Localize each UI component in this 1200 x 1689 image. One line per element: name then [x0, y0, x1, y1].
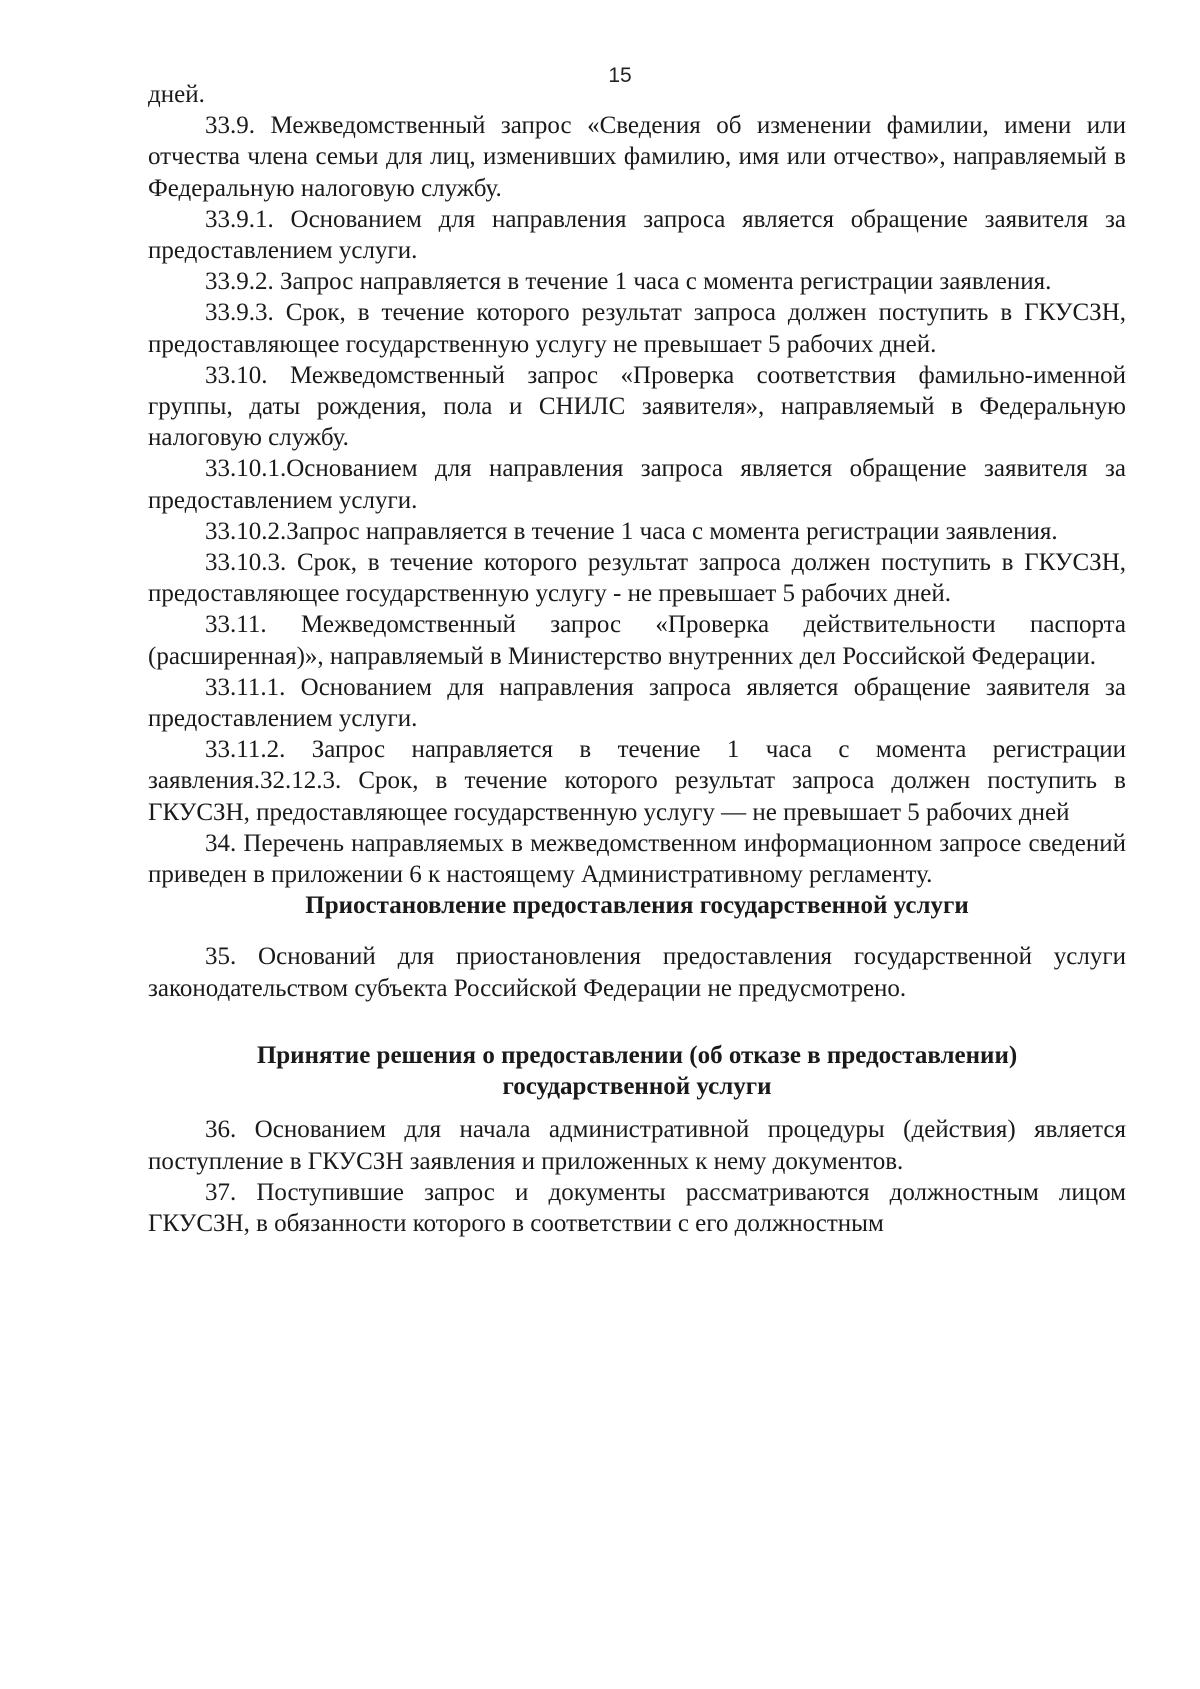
paragraph-37: 37. Поступившие запрос и документы рассматриваются должностным лицом ГКУСЗН, в обязанности которого в соответствии с его должностным: [148, 1178, 1126, 1237]
section-heading-decision-line2: государственной услуги: [502, 1073, 772, 1101]
paragraph-33-9-2: 33.9.2. Запрос направляется в течение 1 часа с момента регистрации заявления.: [205, 268, 1052, 296]
section-heading-suspension: Приостановление предоставления государственной услуги: [305, 892, 969, 920]
paragraph-33-9-3: 33.9.3. Срок, в течение которого результат запроса должен поступить в ГКУСЗН, предоставляющее государственную услугу не превышает 5 рабочих дней.: [148, 299, 1126, 358]
paragraph-lead: дней.: [148, 81, 205, 108]
paragraph-34: 34. Перечень направляемых в межведомственном информационном запросе сведений приведен в приложении 6 к настоящему Административному регламенту.: [148, 829, 1126, 889]
paragraph-35: 35. Оснований для приостановления предоставления государственной услуги законодательством субъекта Российской Федерации не предусмотрено.: [148, 943, 1126, 1002]
section-heading-decision: [148, 1040, 1126, 1102]
section-heading-decision-line1: Принятие решения о предоставлении (об отказе в предоставлении): [256, 1041, 1018, 1069]
paragraph-33-10-3: 33.10.3. Срок, в течение которого результат запроса должен поступить в ГКУСЗН, предоставляющее государственную услугу - не превышает 5 рабочих дней.: [148, 549, 1126, 608]
page-number: 15: [608, 64, 632, 87]
paragraph-33-10-1: 33.10.1.Основанием для направления запроса является обращение заявителя за предоставлением услуги.: [148, 455, 1126, 514]
paragraph-33-10: 33.10. Межведомственный запрос «Проверка соответствия фамильно-именной группы, даты рождения, пола и СНИЛС заявителя», направляемый в Федеральную налоговую службу.: [148, 361, 1126, 452]
paragraph-33-11: 33.11. Межведомственный запрос «Проверка действительности паспорта (расширенная)», направляемый в Министерство внутренних дел Российской Федерации.: [148, 611, 1126, 670]
paragraph-33-10-2: 33.10.2.Запрос направляется в течение 1 часа с момента регистрации заявления.: [205, 517, 1058, 545]
paragraph-36: 36. Основанием для начала административной процедуры (действия) является поступление в ГКУСЗН заявления и приложенных к нему документов.: [148, 1116, 1126, 1175]
paragraph-33-9-1: 33.9.1. Основанием для направления запроса является обращение заявителя за предоставлением услуги.: [148, 205, 1126, 265]
document-body: [148, 79, 1126, 1239]
paragraph-33-11-2: 33.11.2. Запрос направляется в течение 1 часа с момента регистрации заявления.32.12.3. Срок, в течение которого результат запроса должен поступить в ГКУСЗН, предоставляющее государственную услугу — не превышает 5 рабочих дней: [148, 736, 1126, 826]
paragraph-33-11-1: 33.11.1. Основанием для направления запроса является обращение заявителя за предоставлением услуги.: [148, 673, 1126, 733]
paragraph-33-9: 33.9. Межведомственный запрос «Сведения об изменении фамилии, имени или отчества члена семьи для лиц, изменивших фамилию, имя или отчество», направляемый в Федеральную налоговую службу.: [148, 112, 1126, 202]
